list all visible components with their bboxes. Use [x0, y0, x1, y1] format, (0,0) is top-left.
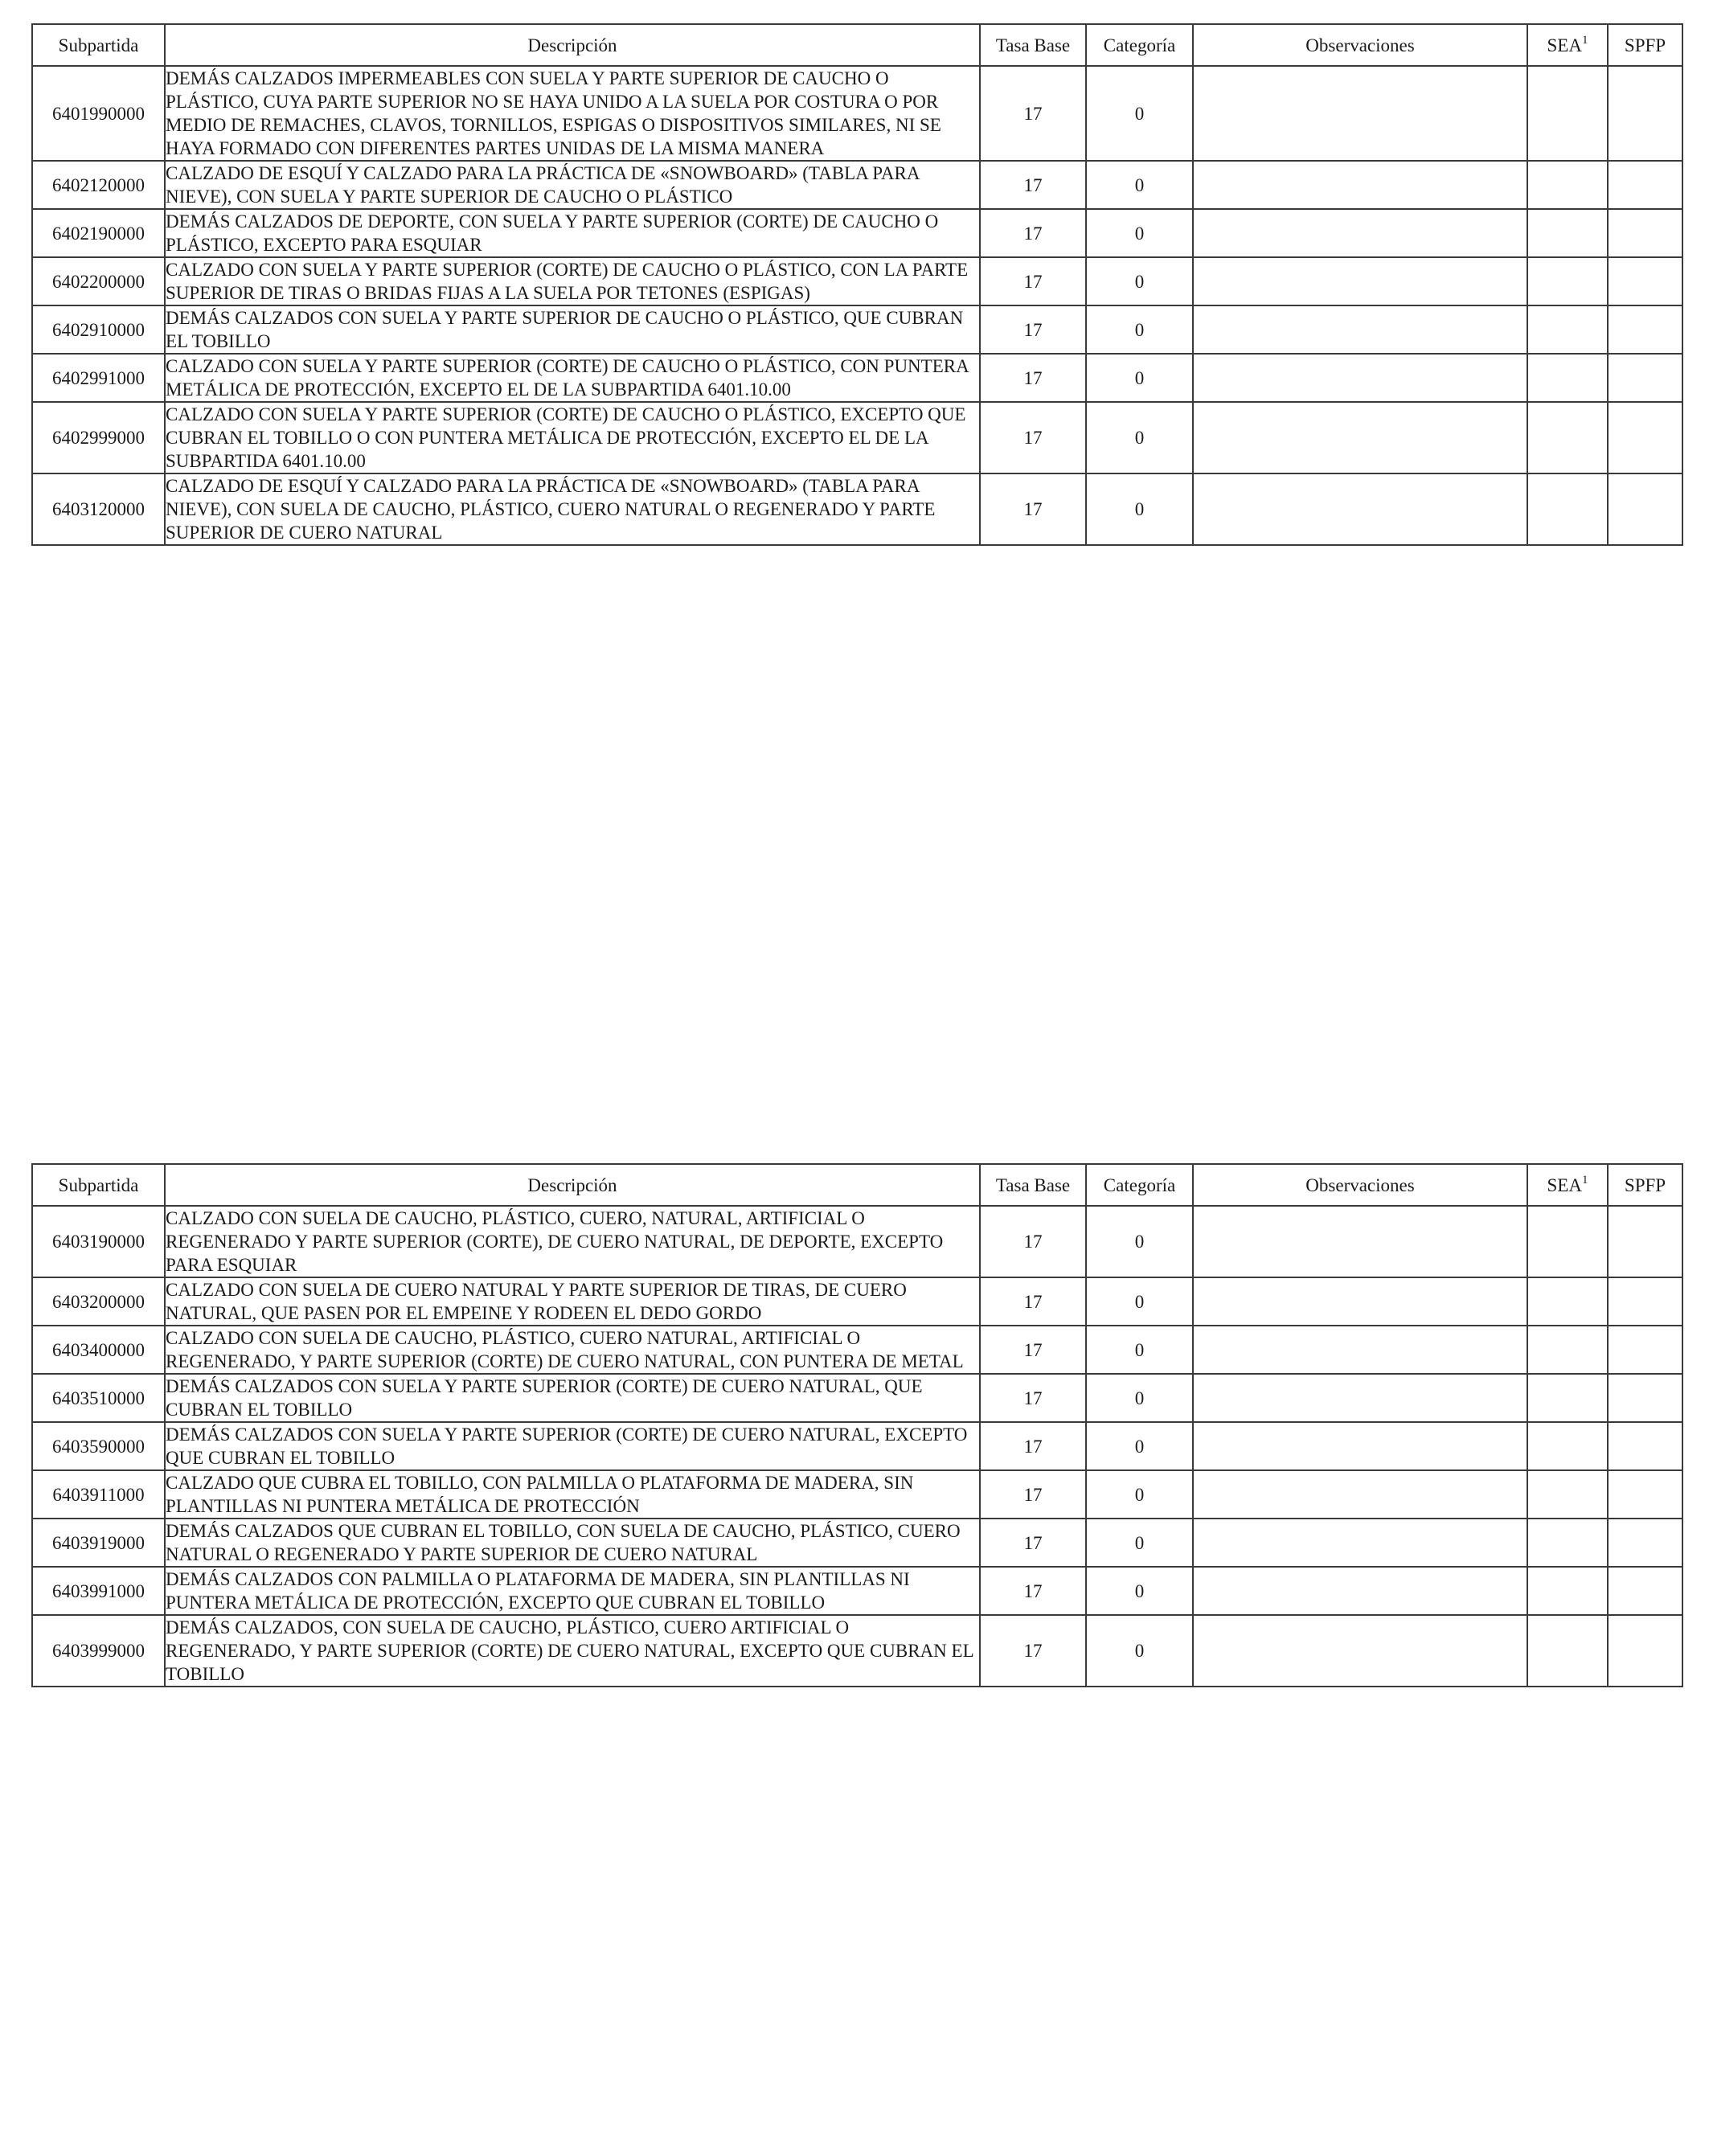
categoria-cell: 0	[1086, 1326, 1193, 1374]
header-sea	[1527, 24, 1608, 66]
tasa-base-cell: 17	[980, 1326, 1086, 1374]
sea-cell	[1527, 1519, 1608, 1567]
categoria-cell: 0	[1086, 305, 1193, 354]
descripcion-cell: CALZADO DE ESQUÍ Y CALZADO PARA LA PRÁCTICA DE «SNOWBOARD» (TABLA PARA NIEVE), CON SUELA Y PARTE SUPERIOR DE CAUCHO O PLÁSTICO	[165, 161, 980, 209]
header-observaciones: Observaciones	[1193, 24, 1527, 66]
table-row	[32, 1567, 1682, 1615]
tariff-table-2	[31, 1163, 1683, 1687]
table-row	[32, 1206, 1682, 1277]
sea-cell	[1527, 66, 1608, 161]
subpartida-cell: 6403120000	[32, 473, 165, 545]
tasa-base-cell: 17	[980, 1519, 1086, 1567]
sea-cell	[1527, 1206, 1608, 1277]
spfp-cell	[1608, 1615, 1682, 1687]
descripcion-cell: DEMÁS CALZADOS IMPERMEABLES CON SUELA Y PARTE SUPERIOR DE CAUCHO O PLÁSTICO, CUYA PARTE SUPERIOR NO SE HAYA UNIDO A LA SUELA POR COSTURA O POR MEDIO DE REMACHES, CLAVOS, TORNILLOS, ESPIGAS O DISPOSITIVOS SIMILARES, NI SE HAYA FORMADO CON DIFERENTES PARTES UNIDAS DE LA MISMA MANERA	[165, 66, 980, 161]
header-descripcion: Descripción	[165, 24, 980, 66]
tasa-base-cell: 17	[980, 257, 1086, 305]
categoria-cell: 0	[1086, 354, 1193, 402]
subpartida-cell: 6403991000	[32, 1567, 165, 1615]
header-tasa-base: Tasa Base	[980, 24, 1086, 66]
sea-cell	[1527, 161, 1608, 209]
observaciones-cell	[1193, 305, 1527, 354]
tasa-base-cell: 17	[980, 402, 1086, 473]
sea-cell	[1527, 1567, 1608, 1615]
descripcion-cell: CALZADO CON SUELA Y PARTE SUPERIOR (CORTE) DE CAUCHO O PLÁSTICO, CON LA PARTE SUPERIOR DE TIRAS O BRIDAS FIJAS A LA SUELA POR TETONES (ESPIGAS)	[165, 257, 980, 305]
header-spfp: SPFP	[1608, 24, 1682, 66]
observaciones-cell	[1193, 1206, 1527, 1277]
header-sea-label: SEA	[1547, 35, 1582, 55]
categoria-cell: 0	[1086, 1422, 1193, 1470]
categoria-cell: 0	[1086, 402, 1193, 473]
table-body	[32, 1206, 1682, 1687]
sea-cell	[1527, 1374, 1608, 1422]
subpartida-cell: 6401990000	[32, 66, 165, 161]
observaciones-cell	[1193, 257, 1527, 305]
categoria-cell: 0	[1086, 1519, 1193, 1567]
tasa-base-cell: 17	[980, 1374, 1086, 1422]
header-row	[32, 1164, 1682, 1206]
subpartida-cell: 6403200000	[32, 1277, 165, 1326]
spfp-cell	[1608, 1422, 1682, 1470]
descripcion-cell: DEMÁS CALZADOS QUE CUBRAN EL TOBILLO, CON SUELA DE CAUCHO, PLÁSTICO, CUERO NATURAL O REGENERADO Y PARTE SUPERIOR DE CUERO NATURAL	[165, 1519, 980, 1567]
sea-cell	[1527, 209, 1608, 257]
header-sea-label: SEA	[1547, 1174, 1582, 1195]
sea-cell	[1527, 354, 1608, 402]
descripcion-cell: CALZADO CON SUELA Y PARTE SUPERIOR (CORTE) DE CAUCHO O PLÁSTICO, CON PUNTERA METÁLICA DE PROTECCIÓN, EXCEPTO EL DE LA SUBPARTIDA 6401.10.00	[165, 354, 980, 402]
tasa-base-cell: 17	[980, 1206, 1086, 1277]
table-row	[32, 305, 1682, 354]
table-row	[32, 66, 1682, 161]
categoria-cell: 0	[1086, 1567, 1193, 1615]
subpartida-cell: 6403510000	[32, 1374, 165, 1422]
header-descripcion: Descripción	[165, 1164, 980, 1206]
sea-cell	[1527, 402, 1608, 473]
header-observaciones: Observaciones	[1193, 1164, 1527, 1206]
spfp-cell	[1608, 305, 1682, 354]
observaciones-cell	[1193, 209, 1527, 257]
categoria-cell: 0	[1086, 1470, 1193, 1519]
observaciones-cell	[1193, 1615, 1527, 1687]
table-row	[32, 257, 1682, 305]
tasa-base-cell: 17	[980, 305, 1086, 354]
tasa-base-cell: 17	[980, 1567, 1086, 1615]
subpartida-cell: 6402120000	[32, 161, 165, 209]
header-tasa-base: Tasa Base	[980, 1164, 1086, 1206]
subpartida-cell: 6402200000	[32, 257, 165, 305]
sea-cell	[1527, 1422, 1608, 1470]
observaciones-cell	[1193, 161, 1527, 209]
spfp-cell	[1608, 354, 1682, 402]
descripcion-cell: CALZADO DE ESQUÍ Y CALZADO PARA LA PRÁCTICA DE «SNOWBOARD» (TABLA PARA NIEVE), CON SUELA DE CAUCHO, PLÁSTICO, CUERO NATURAL O REGENERADO Y PARTE SUPERIOR DE CUERO NATURAL	[165, 473, 980, 545]
categoria-cell: 0	[1086, 1374, 1193, 1422]
sea-footnote-mark: 1	[1581, 1173, 1588, 1187]
table-body	[32, 66, 1682, 545]
table-row	[32, 1277, 1682, 1326]
tasa-base-cell: 17	[980, 1615, 1086, 1687]
descripcion-cell: CALZADO CON SUELA Y PARTE SUPERIOR (CORTE) DE CAUCHO O PLÁSTICO, EXCEPTO QUE CUBRAN EL TOBILLO O CON PUNTERA METÁLICA DE PROTECCIÓN, EXCEPTO EL DE LA SUBPARTIDA 6401.10.00	[165, 402, 980, 473]
descripcion-cell: CALZADO CON SUELA DE CAUCHO, PLÁSTICO, CUERO, NATURAL, ARTIFICIAL O REGENERADO Y PARTE SUPERIOR (CORTE), DE CUERO NATURAL, DE DEPORTE, EXCEPTO PARA ESQUIAR	[165, 1206, 980, 1277]
table-row	[32, 402, 1682, 473]
table-row	[32, 209, 1682, 257]
descripcion-cell: CALZADO CON SUELA DE CUERO NATURAL Y PARTE SUPERIOR DE TIRAS, DE CUERO NATURAL, QUE PASEN POR EL EMPEINE Y RODEEN EL DEDO GORDO	[165, 1277, 980, 1326]
categoria-cell: 0	[1086, 209, 1193, 257]
observaciones-cell	[1193, 1277, 1527, 1326]
descripcion-cell: DEMÁS CALZADOS DE DEPORTE, CON SUELA Y PARTE SUPERIOR (CORTE) DE CAUCHO O PLÁSTICO, EXCEPTO PARA ESQUIAR	[165, 209, 980, 257]
table-row	[32, 1519, 1682, 1567]
categoria-cell: 0	[1086, 473, 1193, 545]
descripcion-cell: DEMÁS CALZADOS CON SUELA Y PARTE SUPERIOR DE CAUCHO O PLÁSTICO, QUE CUBRAN EL TOBILLO	[165, 305, 980, 354]
descripcion-cell: DEMÁS CALZADOS, CON SUELA DE CAUCHO, PLÁSTICO, CUERO ARTIFICIAL O REGENERADO, Y PARTE SUPERIOR (CORTE) DE CUERO NATURAL, EXCEPTO QUE CUBRAN EL TOBILLO	[165, 1615, 980, 1687]
tasa-base-cell: 17	[980, 1422, 1086, 1470]
table-row	[32, 1422, 1682, 1470]
sea-cell	[1527, 305, 1608, 354]
header-sea	[1527, 1164, 1608, 1206]
descripcion-cell: CALZADO CON SUELA DE CAUCHO, PLÁSTICO, CUERO NATURAL, ARTIFICIAL O REGENERADO, Y PARTE SUPERIOR (CORTE) DE CUERO NATURAL, CON PUNTERA DE METAL	[165, 1326, 980, 1374]
table-row	[32, 473, 1682, 545]
observaciones-cell	[1193, 473, 1527, 545]
descripcion-cell: DEMÁS CALZADOS CON SUELA Y PARTE SUPERIOR (CORTE) DE CUERO NATURAL, EXCEPTO QUE CUBRAN EL TOBILLO	[165, 1422, 980, 1470]
spfp-cell	[1608, 1470, 1682, 1519]
spfp-cell	[1608, 66, 1682, 161]
categoria-cell: 0	[1086, 1615, 1193, 1687]
categoria-cell: 0	[1086, 66, 1193, 161]
spfp-cell	[1608, 402, 1682, 473]
subpartida-cell: 6402991000	[32, 354, 165, 402]
subpartida-cell: 6403919000	[32, 1519, 165, 1567]
subpartida-cell: 6403590000	[32, 1422, 165, 1470]
tasa-base-cell: 17	[980, 1470, 1086, 1519]
sea-cell	[1527, 473, 1608, 545]
tasa-base-cell: 17	[980, 161, 1086, 209]
sea-cell	[1527, 1277, 1608, 1326]
tasa-base-cell: 17	[980, 66, 1086, 161]
descripcion-cell: CALZADO QUE CUBRA EL TOBILLO, CON PALMILLA O PLATAFORMA DE MADERA, SIN PLANTILLAS NI PUNTERA METÁLICA DE PROTECCIÓN	[165, 1470, 980, 1519]
spfp-cell	[1608, 1567, 1682, 1615]
observaciones-cell	[1193, 1519, 1527, 1567]
header-spfp: SPFP	[1608, 1164, 1682, 1206]
table-row	[32, 354, 1682, 402]
observaciones-cell	[1193, 1422, 1527, 1470]
tasa-base-cell: 17	[980, 209, 1086, 257]
subpartida-cell: 6402910000	[32, 305, 165, 354]
sea-cell	[1527, 257, 1608, 305]
descripcion-cell: DEMÁS CALZADOS CON PALMILLA O PLATAFORMA DE MADERA, SIN PLANTILLAS NI PUNTERA METÁLICA DE PROTECCIÓN, EXCEPTO QUE CUBRAN EL TOBILLO	[165, 1567, 980, 1615]
tasa-base-cell: 17	[980, 1277, 1086, 1326]
categoria-cell: 0	[1086, 161, 1193, 209]
descripcion-cell: DEMÁS CALZADOS CON SUELA Y PARTE SUPERIOR (CORTE) DE CUERO NATURAL, QUE CUBRAN EL TOBILLO	[165, 1374, 980, 1422]
tasa-base-cell: 17	[980, 354, 1086, 402]
subpartida-cell: 6402190000	[32, 209, 165, 257]
spfp-cell	[1608, 1277, 1682, 1326]
categoria-cell: 0	[1086, 257, 1193, 305]
spfp-cell	[1608, 209, 1682, 257]
observaciones-cell	[1193, 1374, 1527, 1422]
header-subpartida: Subpartida	[32, 1164, 165, 1206]
spfp-cell	[1608, 1206, 1682, 1277]
spfp-cell	[1608, 473, 1682, 545]
tariff-table-1	[31, 23, 1683, 546]
header-categoria: Categoría	[1086, 24, 1193, 66]
subpartida-cell: 6403999000	[32, 1615, 165, 1687]
observaciones-cell	[1193, 1470, 1527, 1519]
sea-cell	[1527, 1326, 1608, 1374]
observaciones-cell	[1193, 1567, 1527, 1615]
categoria-cell: 0	[1086, 1277, 1193, 1326]
subpartida-cell: 6402999000	[32, 402, 165, 473]
categoria-cell: 0	[1086, 1206, 1193, 1277]
observaciones-cell	[1193, 66, 1527, 161]
header-subpartida: Subpartida	[32, 24, 165, 66]
observaciones-cell	[1193, 1326, 1527, 1374]
header-row	[32, 24, 1682, 66]
observaciones-cell	[1193, 354, 1527, 402]
table-row	[32, 1615, 1682, 1687]
spfp-cell	[1608, 257, 1682, 305]
subpartida-cell: 6403190000	[32, 1206, 165, 1277]
header-categoria: Categoría	[1086, 1164, 1193, 1206]
subpartida-cell: 6403911000	[32, 1470, 165, 1519]
sea-footnote-mark: 1	[1581, 33, 1588, 47]
table-row	[32, 1326, 1682, 1374]
spfp-cell	[1608, 1326, 1682, 1374]
spfp-cell	[1608, 1519, 1682, 1567]
sea-cell	[1527, 1615, 1608, 1687]
sea-cell	[1527, 1470, 1608, 1519]
observaciones-cell	[1193, 402, 1527, 473]
table-row	[32, 1470, 1682, 1519]
subpartida-cell: 6403400000	[32, 1326, 165, 1374]
spfp-cell	[1608, 1374, 1682, 1422]
table-row	[32, 1374, 1682, 1422]
spfp-cell	[1608, 161, 1682, 209]
table-row	[32, 161, 1682, 209]
tasa-base-cell: 17	[980, 473, 1086, 545]
